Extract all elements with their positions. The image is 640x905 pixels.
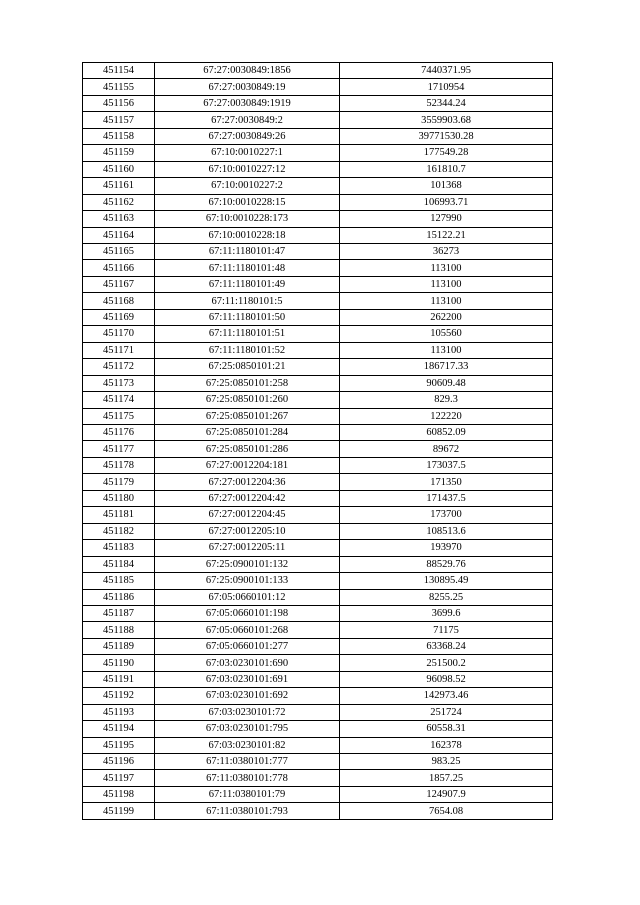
table-row [83, 688, 553, 704]
row-id-cell: 451157 [83, 112, 155, 128]
table-row [83, 424, 553, 440]
value-cell: 39771530.28 [340, 128, 553, 144]
table-row [83, 260, 553, 276]
row-id-cell: 451176 [83, 424, 155, 440]
table-row [83, 63, 553, 79]
cadastral-number-cell: 67:05:0660101:198 [155, 605, 340, 621]
value-cell: 162378 [340, 737, 553, 753]
value-cell: 186717.33 [340, 359, 553, 375]
cadastral-number-cell: 67:11:1180101:47 [155, 243, 340, 259]
row-id-cell: 451170 [83, 326, 155, 342]
row-id-cell: 451184 [83, 556, 155, 572]
table-row [83, 638, 553, 654]
cadastral-number-cell: 67:11:1180101:52 [155, 342, 340, 358]
row-id-cell: 451192 [83, 688, 155, 704]
cadastral-number-cell: 67:10:0010228:18 [155, 227, 340, 243]
table-row [83, 128, 553, 144]
cadastral-number-cell: 67:10:0010227:1 [155, 145, 340, 161]
row-id-cell: 451189 [83, 638, 155, 654]
row-id-cell: 451169 [83, 309, 155, 325]
table-row [83, 326, 553, 342]
table-row [83, 770, 553, 786]
row-id-cell: 451191 [83, 671, 155, 687]
value-cell: 1710954 [340, 79, 553, 95]
table-row [83, 523, 553, 539]
table-row [83, 605, 553, 621]
value-cell: 60852.09 [340, 424, 553, 440]
row-id-cell: 451174 [83, 392, 155, 408]
row-id-cell: 451173 [83, 375, 155, 391]
cadastral-number-cell: 67:11:0380101:793 [155, 803, 340, 819]
table-row [83, 112, 553, 128]
cadastral-number-cell: 67:11:0380101:79 [155, 786, 340, 802]
value-cell: 161810.7 [340, 161, 553, 177]
cadastral-number-cell: 67:25:0850101:258 [155, 375, 340, 391]
value-cell: 262200 [340, 309, 553, 325]
table-row [83, 392, 553, 408]
row-id-cell: 451163 [83, 211, 155, 227]
row-id-cell: 451168 [83, 293, 155, 309]
value-cell: 36273 [340, 243, 553, 259]
table-row [83, 573, 553, 589]
cadastral-number-cell: 67:11:1180101:48 [155, 260, 340, 276]
value-cell: 15122.21 [340, 227, 553, 243]
row-id-cell: 451188 [83, 622, 155, 638]
value-cell: 63368.24 [340, 638, 553, 654]
table-row [83, 671, 553, 687]
table-row [83, 408, 553, 424]
value-cell: 193970 [340, 540, 553, 556]
row-id-cell: 451182 [83, 523, 155, 539]
row-id-cell: 451156 [83, 95, 155, 111]
cadastral-number-cell: 67:03:0230101:690 [155, 655, 340, 671]
data-table [82, 62, 553, 820]
cadastral-number-cell: 67:10:0010228:15 [155, 194, 340, 210]
row-id-cell: 451183 [83, 540, 155, 556]
table-body [83, 63, 553, 820]
row-id-cell: 451165 [83, 243, 155, 259]
table-row [83, 721, 553, 737]
cadastral-number-cell: 67:25:0850101:284 [155, 424, 340, 440]
table-row [83, 342, 553, 358]
row-id-cell: 451162 [83, 194, 155, 210]
cadastral-number-cell: 67:05:0660101:268 [155, 622, 340, 638]
value-cell: 130895.49 [340, 573, 553, 589]
value-cell: 101368 [340, 178, 553, 194]
row-id-cell: 451179 [83, 474, 155, 490]
row-id-cell: 451199 [83, 803, 155, 819]
value-cell: 108513.6 [340, 523, 553, 539]
value-cell: 122220 [340, 408, 553, 424]
row-id-cell: 451178 [83, 457, 155, 473]
value-cell: 7654.08 [340, 803, 553, 819]
table-row [83, 589, 553, 605]
value-cell: 7440371.95 [340, 63, 553, 79]
value-cell: 3699.6 [340, 605, 553, 621]
table-row [83, 655, 553, 671]
table-row [83, 243, 553, 259]
table-row [83, 375, 553, 391]
row-id-cell: 451167 [83, 276, 155, 292]
cadastral-number-cell: 67:10:0010227:2 [155, 178, 340, 194]
row-id-cell: 451160 [83, 161, 155, 177]
row-id-cell: 451177 [83, 441, 155, 457]
row-id-cell: 451171 [83, 342, 155, 358]
cadastral-number-cell: 67:25:0850101:267 [155, 408, 340, 424]
value-cell: 171350 [340, 474, 553, 490]
cadastral-number-cell: 67:11:1180101:51 [155, 326, 340, 342]
table-row [83, 359, 553, 375]
row-id-cell: 451187 [83, 605, 155, 621]
table-row [83, 227, 553, 243]
table-row [83, 737, 553, 753]
row-id-cell: 451186 [83, 589, 155, 605]
value-cell: 105560 [340, 326, 553, 342]
value-cell: 88529.76 [340, 556, 553, 572]
cadastral-number-cell: 67:03:0230101:72 [155, 704, 340, 720]
table-row [83, 95, 553, 111]
table-row [83, 79, 553, 95]
cadastral-number-cell: 67:10:0010228:173 [155, 211, 340, 227]
cadastral-number-cell: 67:27:0030849:26 [155, 128, 340, 144]
row-id-cell: 451164 [83, 227, 155, 243]
row-id-cell: 451175 [83, 408, 155, 424]
table-row [83, 194, 553, 210]
row-id-cell: 451158 [83, 128, 155, 144]
cadastral-number-cell: 67:11:1180101:50 [155, 309, 340, 325]
value-cell: 113100 [340, 260, 553, 276]
row-id-cell: 451197 [83, 770, 155, 786]
table-row [83, 441, 553, 457]
row-id-cell: 451193 [83, 704, 155, 720]
table-row [83, 474, 553, 490]
cadastral-number-cell: 67:27:0030849:1856 [155, 63, 340, 79]
value-cell: 3559903.68 [340, 112, 553, 128]
cadastral-number-cell: 67:10:0010227:12 [155, 161, 340, 177]
cadastral-number-cell: 67:03:0230101:692 [155, 688, 340, 704]
row-id-cell: 451154 [83, 63, 155, 79]
cadastral-number-cell: 67:27:0012205:10 [155, 523, 340, 539]
table-row [83, 556, 553, 572]
row-id-cell: 451185 [83, 573, 155, 589]
row-id-cell: 451159 [83, 145, 155, 161]
value-cell: 60558.31 [340, 721, 553, 737]
row-id-cell: 451190 [83, 655, 155, 671]
value-cell: 142973.46 [340, 688, 553, 704]
cadastral-number-cell: 67:27:0012205:11 [155, 540, 340, 556]
value-cell: 983.25 [340, 754, 553, 770]
value-cell: 8255.25 [340, 589, 553, 605]
value-cell: 124907.9 [340, 786, 553, 802]
row-id-cell: 451172 [83, 359, 155, 375]
value-cell: 52344.24 [340, 95, 553, 111]
value-cell: 90609.48 [340, 375, 553, 391]
row-id-cell: 451161 [83, 178, 155, 194]
cadastral-number-cell: 67:27:0030849:1919 [155, 95, 340, 111]
value-cell: 251500.2 [340, 655, 553, 671]
table-row [83, 161, 553, 177]
value-cell: 71175 [340, 622, 553, 638]
value-cell: 173700 [340, 507, 553, 523]
table-row [83, 490, 553, 506]
table-row [83, 786, 553, 802]
cadastral-number-cell: 67:27:0012204:42 [155, 490, 340, 506]
cadastral-number-cell: 67:03:0230101:691 [155, 671, 340, 687]
cadastral-number-cell: 67:11:1180101:49 [155, 276, 340, 292]
cadastral-number-cell: 67:25:0850101:286 [155, 441, 340, 457]
cadastral-number-cell: 67:05:0660101:12 [155, 589, 340, 605]
cadastral-number-cell: 67:25:0850101:260 [155, 392, 340, 408]
row-id-cell: 451180 [83, 490, 155, 506]
table-row [83, 622, 553, 638]
row-id-cell: 451196 [83, 754, 155, 770]
cadastral-number-cell: 67:25:0900101:133 [155, 573, 340, 589]
table-row [83, 540, 553, 556]
value-cell: 1857.25 [340, 770, 553, 786]
row-id-cell: 451181 [83, 507, 155, 523]
cadastral-number-cell: 67:05:0660101:277 [155, 638, 340, 654]
table-row [83, 276, 553, 292]
value-cell: 177549.28 [340, 145, 553, 161]
cadastral-number-cell: 67:11:0380101:778 [155, 770, 340, 786]
table-row [83, 145, 553, 161]
cadastral-number-cell: 67:27:0012204:181 [155, 457, 340, 473]
table-row [83, 211, 553, 227]
table-row [83, 293, 553, 309]
value-cell: 96098.52 [340, 671, 553, 687]
cadastral-number-cell: 67:25:0900101:132 [155, 556, 340, 572]
cadastral-number-cell: 67:03:0230101:795 [155, 721, 340, 737]
row-id-cell: 451198 [83, 786, 155, 802]
value-cell: 113100 [340, 342, 553, 358]
cadastral-number-cell: 67:11:0380101:777 [155, 754, 340, 770]
value-cell: 113100 [340, 293, 553, 309]
table-row [83, 178, 553, 194]
cadastral-number-cell: 67:25:0850101:21 [155, 359, 340, 375]
value-cell: 829.3 [340, 392, 553, 408]
cadastral-number-cell: 67:27:0012204:36 [155, 474, 340, 490]
cadastral-number-cell: 67:11:1180101:5 [155, 293, 340, 309]
value-cell: 173037.5 [340, 457, 553, 473]
table-row [83, 309, 553, 325]
value-cell: 171437.5 [340, 490, 553, 506]
cadastral-number-cell: 67:27:0012204:45 [155, 507, 340, 523]
table-row [83, 704, 553, 720]
table-row [83, 457, 553, 473]
row-id-cell: 451194 [83, 721, 155, 737]
row-id-cell: 451166 [83, 260, 155, 276]
table-row [83, 507, 553, 523]
value-cell: 113100 [340, 276, 553, 292]
cadastral-number-cell: 67:27:0030849:19 [155, 79, 340, 95]
cadastral-number-cell: 67:03:0230101:82 [155, 737, 340, 753]
value-cell: 251724 [340, 704, 553, 720]
row-id-cell: 451195 [83, 737, 155, 753]
value-cell: 89672 [340, 441, 553, 457]
table-row [83, 754, 553, 770]
cadastral-number-cell: 67:27:0030849:2 [155, 112, 340, 128]
table-row [83, 803, 553, 819]
value-cell: 127990 [340, 211, 553, 227]
value-cell: 106993.71 [340, 194, 553, 210]
row-id-cell: 451155 [83, 79, 155, 95]
